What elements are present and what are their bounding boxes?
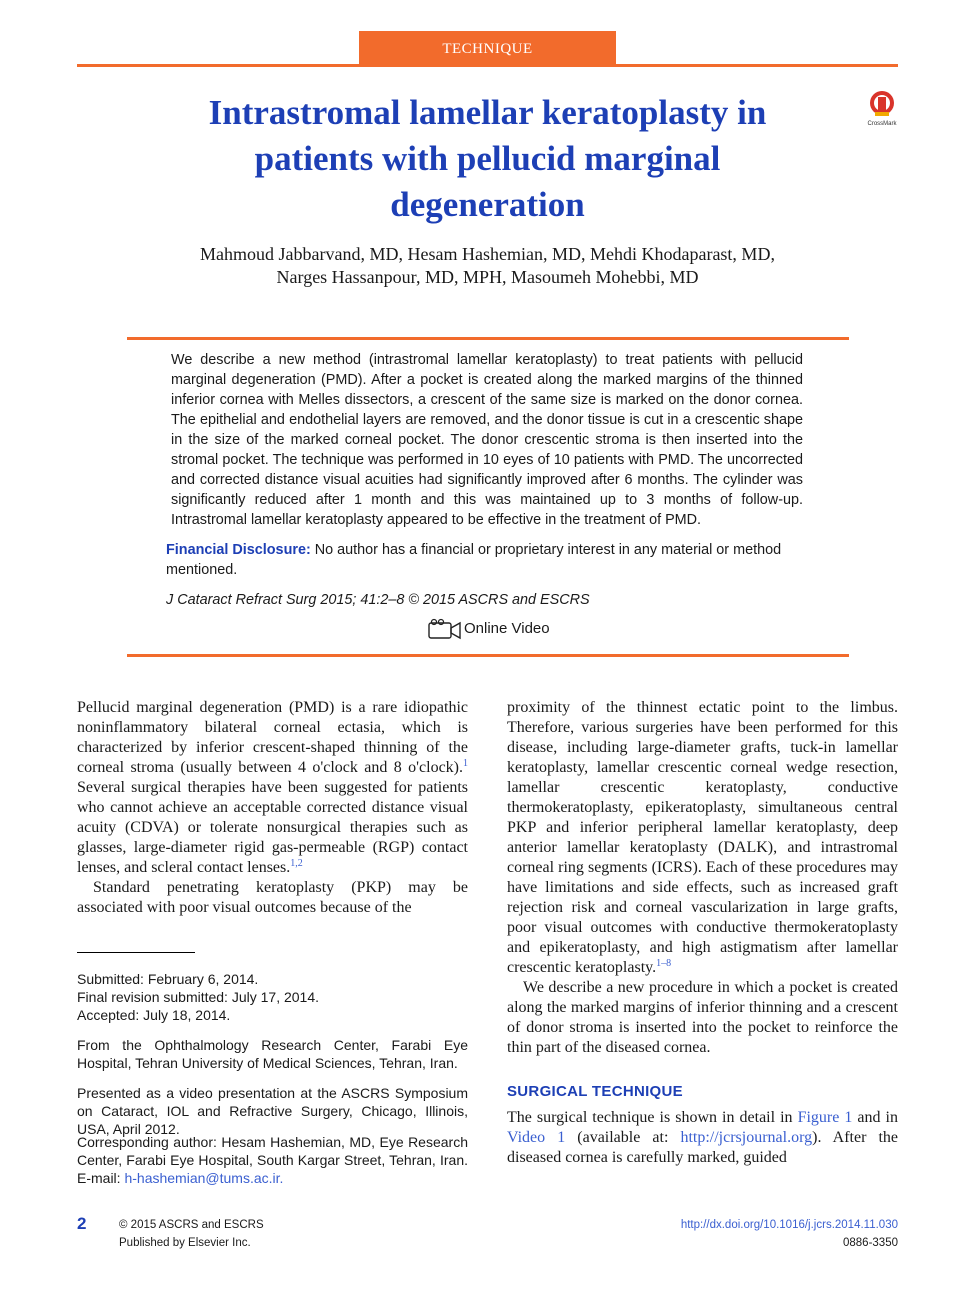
crossmark-label: CrossMark (867, 121, 897, 127)
citation-ref[interactable]: 1,2 (290, 858, 303, 869)
crossmark-logo[interactable] (862, 88, 902, 128)
citation-ref[interactable]: 1–8 (656, 958, 672, 969)
corresponding-author: Corresponding author: Hesam Hashemian, MD, Eye Research Center, Farabi Eye Hospital, South Kargar Street, Tehran, Iran. E-mail: h-hashemian@tums.ac.ir. (77, 1134, 468, 1186)
financial-disclosure (166, 540, 809, 580)
footer-identifiers (600, 1216, 898, 1252)
body-paragraph: Standard penetrating keratoplasty (PKP) may be associated with poor visual outcomes because of the (77, 879, 468, 916)
copyright-text: © 2015 ASCRS and ESCRS (119, 1219, 264, 1231)
intro-paragraph: Pellucid marginal degeneration (PMD) is a rare idiopathic noninflammatory bilateral corneal ectasia, which is characterized by inferior crescent-shaped thinning of the corneal stroma (usually between 4 o'clock and 8 o'clock).$^1$ Several surgical therapies have been suggested for patients who cannot achieve an acceptable corrected distance visual acuity (CDVA) or tolerate nonsurgical therapies such as glasses, large-diameter rigid gas-permeable (RGP) contact lenses, and scleral contact lenses.$^{1,2}$ (77, 699, 468, 876)
presentation-note: Presented as a video presentation at the ASCRS Symposium on Cataract, IOL and Refractive Surgery, Chicago, Illinois, USA, April 2012. (77, 1085, 468, 1137)
submission-dates (77, 970, 468, 1024)
page-number: 2 (77, 1214, 87, 1233)
crossmark-icon (862, 88, 902, 128)
online-video-link[interactable] (428, 618, 550, 640)
figure-link[interactable]: Figure 1 (797, 1109, 853, 1126)
body-paragraph: We describe a new procedure in which a pocket is created along the marked margins of inferior thinning and a crescent of donor stroma is inserted into the pocket to reinforce the thin part of the diseased cornea. (507, 979, 898, 1056)
body-paragraph: proximity of the thinnest ectatic point to the limbus. Therefore, various surgeries have been performed for this disease, including large-diameter grafts, tuck-in lamellar keratoplasty, lamellar crescentic corneal wedge resection, lamellar crescentic keratoplasty, conductive thermokeratoplasty, epikeratoplasty, simultaneous central PKP and inferior peripheral lamellar keratoplasty, deep anterior lamellar keratoplasty (DALK), and intrastromal corneal ring segments (ICRS). Each of these procedures may have limitations and side effects, such as increased graft rejection risk and corneal vascularization in large grafts, poor visual outcomes with conductive thermokeratoplasty and epikeratoplasty, and high astigmatism after lamellar crescentic keratoplasty.$^{1-8}$ (507, 699, 898, 976)
submitted-date: Submitted: February 6, 2014. (77, 971, 259, 987)
doi-link[interactable]: http://dx.doi.org/10.1016/j.jcrs.2014.11.030 (680, 1219, 898, 1231)
journal-url-link[interactable]: http://jcrsjournal.org (680, 1129, 813, 1146)
citation-ref[interactable]: 1 (463, 758, 468, 769)
disclosure-label: Financial Disclosure: (166, 542, 311, 558)
body-right-column (507, 698, 898, 1168)
abstract-bottom-rule (127, 654, 849, 657)
publisher-text: Published by Elsevier Inc. (119, 1237, 251, 1249)
accepted-date: Accepted: July 18, 2014. (77, 1007, 231, 1023)
journal-citation: J Cataract Refract Surg 2015; 41:2–8 © 2015 ASCRS and ESCRS (166, 592, 590, 608)
video-link[interactable]: Video 1 (507, 1129, 566, 1146)
author-list (120, 243, 855, 289)
issn: 0886-3350 (843, 1237, 898, 1249)
author-line-2: Narges Hassanpour, MD, MPH, Masoumeh Mohebbi, MD (276, 267, 699, 287)
header-rule (77, 64, 898, 67)
footer-copyright (119, 1216, 264, 1252)
online-video-label: Online Video (464, 620, 550, 637)
article-title: Intrastromal lamellar keratoplasty in patients with pellucid marginal degeneration (208, 93, 767, 224)
section-heading: SURGICAL TECHNIQUE (507, 1083, 683, 1100)
video-camera-icon (428, 618, 462, 640)
author-line-1: Mahmoud Jabbarvand, MD, Hesam Hashemian, MD, Mehdi Khodaparast, MD, (200, 244, 775, 264)
revised-date: Final revision submitted: July 17, 2014. (77, 989, 320, 1005)
section-label: TECHNIQUE (359, 31, 616, 65)
body-paragraph: The surgical technique is shown in detail in Figure 1 and in Video 1 (available at: http://jcrsjournal.org). After the diseased cornea is carefully marked, guided (507, 1109, 899, 1166)
body-left-column (77, 698, 468, 918)
abstract-top-rule (127, 337, 849, 340)
footnote-rule (77, 952, 195, 953)
abstract-text: We describe a new method (intrastromal lamellar keratoplasty) to treat patients with pellucid marginal degeneration (PMD). After a pocket is created along the marked margins of the thinned inferior cornea with Melles dissectors, a crescent of the same size is marked on the donor cornea. The epithelial and endothelial layers are removed, and the donor tissue is cut in a crescentic shape in the size of the marked corneal pocket. The donor crescentic stroma is then inserted into the stromal pocket. The technique was performed in 10 eyes of 10 patients with PMD. The uncorrected and corrected distance visual acuities had significantly improved after 6 months. The cylinder was significantly reduced after 1 month and this was maintained up to 3 months of follow-up. Intrastromal lamellar keratoplasty appeared to be effective in the treatment of PMD. (171, 352, 803, 528)
disclosure-text: No author has a financial or proprietary interest in any material or method mentioned. (166, 542, 782, 578)
email-link[interactable]: h-hashemian@tums.ac.ir. (124, 1170, 284, 1186)
affiliation-note: From the Ophthalmology Research Center, Farabi Eye Hospital, Tehran University of Medical Sciences, Tehran, Iran. (77, 1037, 468, 1071)
